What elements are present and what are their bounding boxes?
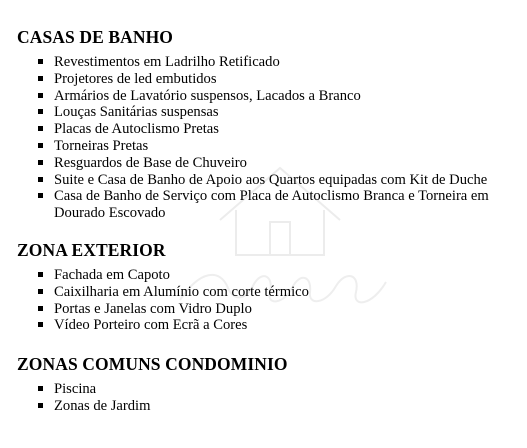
list-item: [17, 138, 512, 155]
feature-list: [17, 381, 512, 415]
square-bullet-icon: [38, 386, 43, 391]
list-item-text: Caixilharia em Alumínio com corte térmico: [54, 283, 309, 300]
list-item: [17, 188, 512, 222]
list-item: [17, 71, 512, 88]
list-item: [17, 88, 512, 105]
list-item: [17, 317, 512, 334]
list-item: [17, 284, 512, 301]
square-bullet-icon: [38, 289, 43, 294]
feature-list: [17, 54, 512, 222]
list-item-text: Portas e Janelas com Vidro Duplo: [54, 300, 252, 317]
section-heading: CASAS DE BANHO: [17, 27, 174, 47]
list-item: [17, 104, 512, 121]
list-item: [17, 381, 512, 398]
list-item: [17, 172, 512, 189]
square-bullet-icon: [38, 306, 43, 311]
square-bullet-icon: [38, 322, 43, 327]
list-item: [17, 54, 512, 71]
list-item-text: Piscina: [54, 381, 97, 397]
list-item-text: Casa de Banho de Serviço com Placa de Autoclismo Branca e Torneira em Dourado Escovado: [54, 188, 489, 222]
square-bullet-icon: [38, 143, 43, 148]
feature-list: [17, 267, 512, 334]
list-item-text: Armários de Lavatório suspensos, Lacados a Branco: [54, 87, 361, 104]
list-item-text: Vídeo Porteiro com Ecrã a Cores: [54, 317, 248, 334]
square-bullet-icon: [38, 272, 43, 277]
section-heading: ZONA EXTERIOR: [17, 240, 166, 260]
square-bullet-icon: [38, 126, 43, 131]
list-item-text: Resguardos de Base de Chuveiro: [54, 154, 247, 171]
square-bullet-icon: [38, 177, 43, 182]
square-bullet-icon: [38, 59, 43, 64]
list-item-text: Louças Sanitárias suspensas: [54, 104, 219, 121]
section-casas-de-banho: [17, 27, 512, 222]
list-item-text: Zonas de Jardim: [54, 397, 151, 414]
list-item: [17, 155, 512, 172]
square-bullet-icon: [38, 403, 43, 408]
list-item: [17, 121, 512, 138]
list-item-text: Projetores de led embutidos: [54, 70, 217, 87]
list-item-text: Suite e Casa de Banho de Apoio aos Quartos equipadas com Kit de Duche: [54, 171, 488, 188]
square-bullet-icon: [38, 193, 43, 198]
list-item: [17, 301, 512, 318]
list-item-text: Torneiras Pretas: [54, 137, 149, 154]
square-bullet-icon: [38, 109, 43, 114]
square-bullet-icon: [38, 76, 43, 81]
section-zona-exterior: [17, 240, 512, 334]
list-item-text: Fachada em Capoto: [54, 267, 170, 283]
section-zonas-comuns-condominio: [17, 354, 512, 415]
square-bullet-icon: [38, 93, 43, 98]
list-item-text: Placas de Autoclismo Pretas: [54, 121, 219, 138]
list-item-text: Revestimentos em Ladrilho Retificado: [54, 54, 280, 70]
square-bullet-icon: [38, 160, 43, 165]
section-heading: ZONAS COMUNS CONDOMINIO: [17, 354, 288, 374]
list-item: [17, 267, 512, 284]
list-item: [17, 398, 512, 415]
